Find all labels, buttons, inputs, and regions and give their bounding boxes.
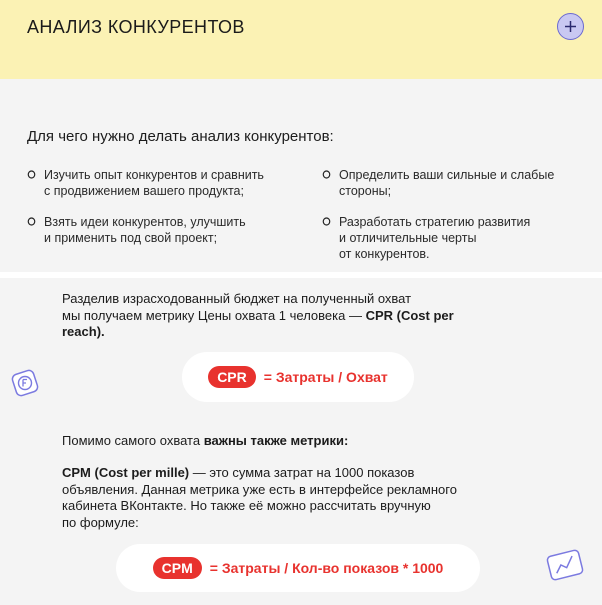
intro-title: Для чего нужно делать анализ конкурентов: [27,128,334,145]
cpr-formula [182,352,414,402]
circle-bullet-icon [322,170,331,179]
cpm-expression: = Затраты / Кол-во показов * 1000 [209,560,444,576]
list-item: Изучить опыт конкурентов и сравнить с продвижением вашего продукта; [27,167,264,199]
circle-bullet-icon [27,170,36,179]
list-item: Определить ваши сильные и слабые стороны; [322,167,554,199]
expand-button[interactable] [557,13,584,40]
circle-bullet-icon [322,217,331,226]
list-item: Разработать стратегию развития и отличительные черты от конкурентов. [322,214,530,262]
metrics-section [0,278,602,605]
circle-bullet-icon [27,217,36,226]
list-item: Взять идеи конкурентов, улучшить и применить под свой проект; [27,214,246,246]
finance-coin-icon [8,366,42,400]
cpm-formula [116,544,480,592]
cpm-paragraph: CPM (Cost per mille) — это сумма затрат на 1000 показов объявления. Данная метрика уже есть в интерфейсе рекламного кабинета ВКонтакте. Но также её можно рассчитать вручную по формуле: [62,465,457,530]
cpr-expression: = Затраты / Охват [263,369,388,385]
cpr-badge: CPR [208,366,256,388]
analytics-chart-icon [543,547,587,587]
cpr-paragraph: Разделив израсходованный бюджет на полученный охват мы получаем метрику Цены охвата 1 человека — CPR (Cost per reach). [62,291,454,339]
section-title: АНАЛИЗ КОНКУРЕНТОВ [27,17,245,37]
metrics-intro: Помимо самого охвата важны также метрики: [62,433,349,448]
intro-section [0,79,602,272]
cpm-badge: CPM [153,557,202,579]
plus-icon [564,20,577,33]
accordion-header[interactable] [0,0,602,79]
